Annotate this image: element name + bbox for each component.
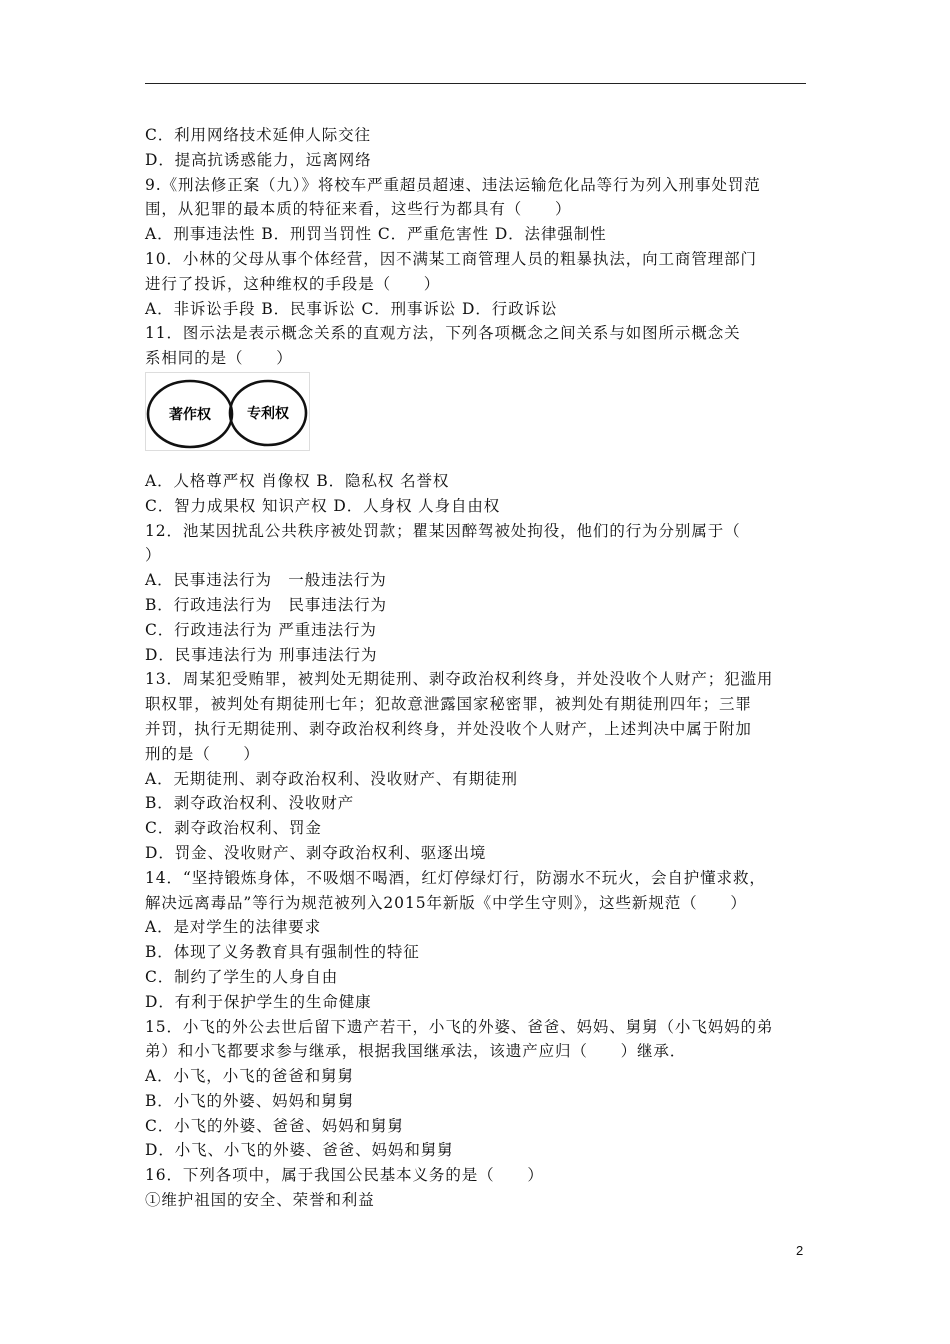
text-line: C．制约了学生的人身自由 (145, 967, 339, 986)
text-line: 14．“坚持锻炼身体，不吸烟不喝酒，红灯停绿灯行，防溺水不玩火，会自护懂求救， (145, 868, 766, 887)
text-line: 12．池某因扰乱公共秩序被处罚款；瞿某因醉驾被处拘役，他们的行为分别属于（ (145, 521, 741, 540)
text-line: C．行政违法行为 严重违法行为 (145, 620, 377, 639)
text-line: D．罚金、没收财产、剥夺政治权利、驱逐出境 (145, 843, 487, 862)
text-line: 并罚，执行无期徒刑、剥夺政治权利终身，并处没收个人财产，上述判决中属于附加 (145, 719, 752, 738)
text-line: A．无期徒刑、剥夺政治权利、没收财产、有期徒刑 (145, 769, 518, 788)
text-line: D．提高抗诱惑能力，远离网络 (145, 150, 372, 169)
text-line: 9.《刑法修正案（九）》将校车严重超员超速、违法运输危化品等行为列入刑事处罚范 (145, 175, 761, 194)
text-line: 11．图示法是表示概念关系的直观方法，下列各项概念之间关系与如图所示概念关 (145, 324, 741, 343)
document-body (145, 123, 813, 1213)
text-line: C．剥夺政治权利、罚金 (145, 819, 322, 838)
page-number: 2 (796, 1243, 804, 1258)
text-line: B．行政违法行为 民事违法行为 (145, 595, 387, 614)
text-line: 解决远离毒品”等行为规范被列入2015年新版《中学生守则》，这些新规范（ ） (145, 893, 747, 912)
text-block-after-figure (145, 469, 813, 1213)
text-line: D．有利于保护学生的生命健康 (145, 992, 372, 1011)
text-line: B．小飞的外婆、妈妈和舅舅 (145, 1091, 355, 1110)
text-line: D．小飞、小飞的外婆、爸爸、妈妈和舅舅 (145, 1141, 454, 1160)
text-line: 进行了投诉，这种维权的手段是（ ） (145, 274, 441, 293)
text-block-before-figure (145, 123, 813, 371)
text-line: B．体现了义务教育具有强制性的特征 (145, 943, 420, 962)
text-line: D．民事违法行为 刑事违法行为 (145, 645, 378, 664)
text-line: ） (145, 546, 162, 565)
text-line: A．非诉讼手段 B．民事诉讼 C．刑事诉讼 D．行政诉讼 (145, 299, 558, 318)
text-line: C．利用网络技术延伸人际交往 (145, 126, 371, 144)
patent-label: 专利权 (247, 405, 289, 422)
text-line: 10．小林的父母从事个体经营，因不满某工商管理人员的粗暴执法，向工商管理部门 (145, 249, 757, 268)
header-rule (145, 83, 806, 84)
text-line: 系相同的是（ ） (145, 349, 293, 368)
text-line: C．小飞的外婆、爸爸、妈妈和舅舅 (145, 1116, 404, 1135)
copyright-label: 著作权 (169, 406, 211, 423)
text-line: A．小飞，小飞的爸爸和舅舅 (145, 1067, 354, 1086)
text-line: A．刑事违法性 B．刑罚当罚性 C．严重危害性 D．法律强制性 (145, 225, 607, 244)
text-line: ①维护祖国的安全、荣誉和利益 (145, 1191, 375, 1210)
text-line: 职权罪，被判处有期徒刑七年；犯故意泄露国家秘密罪，被判处有期徒刑四年；三罪 (145, 695, 752, 714)
text-line: 弟）和小飞都要求参与继承，根据我国继承法，该遗产应归（ ）继承． (145, 1042, 687, 1061)
text-line: A．人格尊严权 肖像权 B．隐私权 名誉权 (145, 471, 450, 490)
text-line: A．是对学生的法律要求 (145, 918, 322, 937)
tangent-circles-diagram (145, 372, 313, 451)
concept-diagram (145, 372, 813, 451)
text-line: 16．下列各项中，属于我国公民基本义务的是（ ） (145, 1166, 544, 1185)
text-line: 围，从犯罪的最本质的特征来看，这些行为都具有（ ） (145, 200, 572, 219)
text-line: B．剥夺政治权利、没收财产 (145, 794, 355, 813)
text-line: 刑的是（ ） (145, 744, 260, 763)
text-line: 13．周某犯受贿罪，被判处无期徒刑、剥夺政治权利终身，并处没收个人财产；犯滥用 (145, 670, 774, 689)
text-line: A．民事违法行为 一般违法行为 (145, 571, 387, 590)
text-line: C．智力成果权 知识产权 D．人身权 人身自由权 (145, 496, 501, 515)
text-line: 15．小飞的外公去世后留下遗产若干，小飞的外婆、爸爸、妈妈、舅舅（小飞妈妈的弟 (145, 1017, 774, 1036)
